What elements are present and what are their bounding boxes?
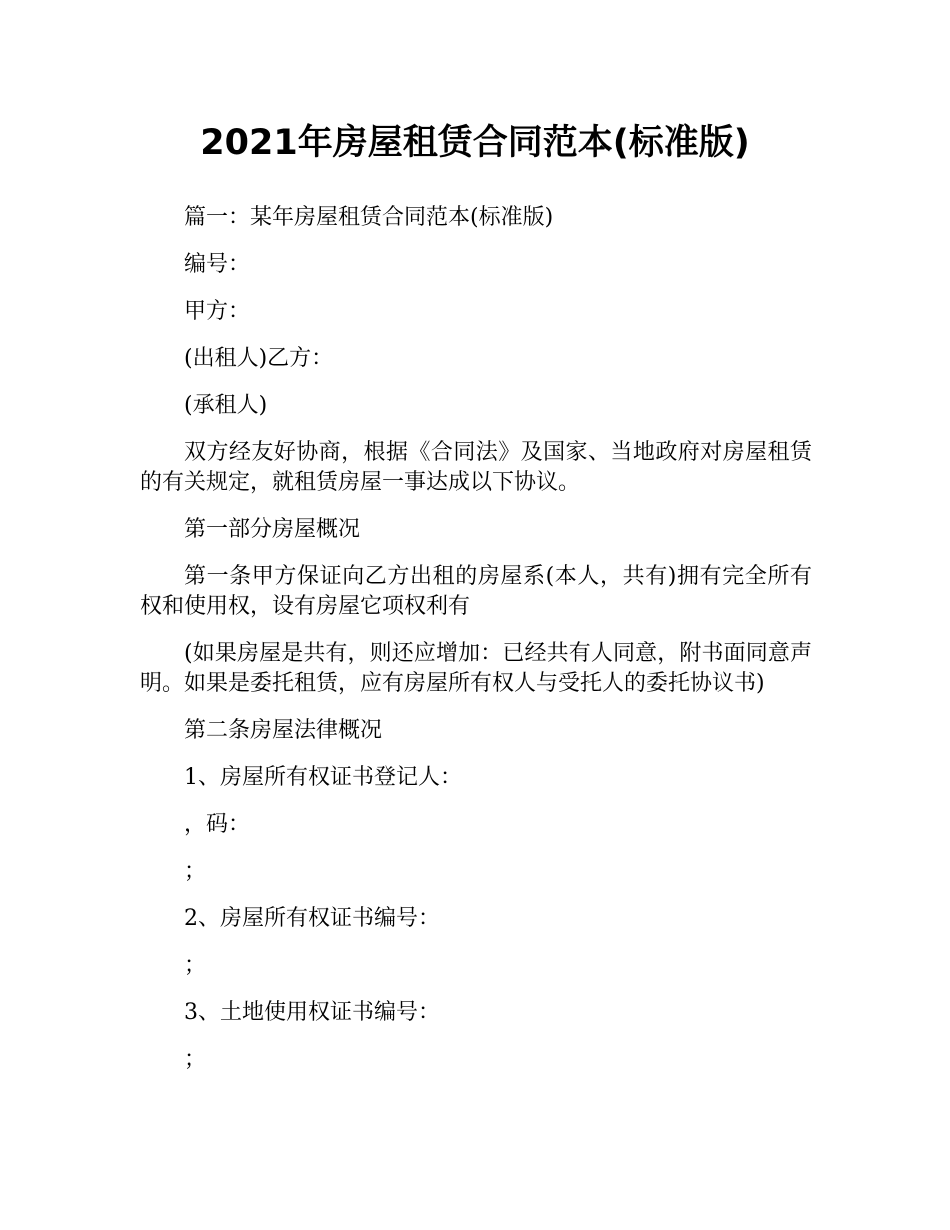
paragraph-semicolon: ；: [184, 953, 207, 978]
paragraph-preamble: 双方经友好协商，根据《合同法》及国家、当地政府对房屋租赁的有关规定，就租赁房屋一事达成以下协议。: [140, 440, 812, 495]
paragraph-item-one: 1、房屋所有权证书登记人：: [184, 765, 462, 790]
paragraph-semicolon: ；: [184, 1047, 207, 1072]
paragraph-item-two: 2、房屋所有权证书编号：: [184, 906, 440, 931]
paragraph-part-one-heading: 第一部分房屋概况: [184, 517, 361, 542]
paragraph-article-one: 第一条甲方保证向乙方出租的房屋系(本人，共有)拥有完全所有权和使用权，设有房屋它项权利有: [140, 564, 812, 619]
document-body: [140, 203, 812, 1092]
paragraph-section-heading: 篇一：某年房屋租赁合同范本(标准版): [184, 205, 554, 230]
paragraph-party-a: 甲方：: [184, 299, 251, 324]
paragraph-code-field: ，码：: [184, 812, 251, 837]
paragraph-number-field: 编号：: [184, 252, 251, 277]
paragraph-article-one-note: (如果房屋是共有，则还应增加：已经共有人同意，附书面同意声明。如果是委托租赁，应有房屋所有权人与受托人的委托协议书): [140, 641, 812, 696]
paragraph-semicolon: ；: [184, 859, 207, 884]
paragraph-lessee: (承租人): [184, 393, 268, 418]
paragraph-item-three: 3、土地使用权证书编号：: [184, 1000, 440, 1025]
document-title: 2021年房屋租赁合同范本(标准版): [200, 123, 750, 163]
paragraph-article-two-heading: 第二条房屋法律概况: [184, 718, 383, 743]
paragraph-lessor-party-b: (出租人)乙方：: [184, 346, 334, 371]
